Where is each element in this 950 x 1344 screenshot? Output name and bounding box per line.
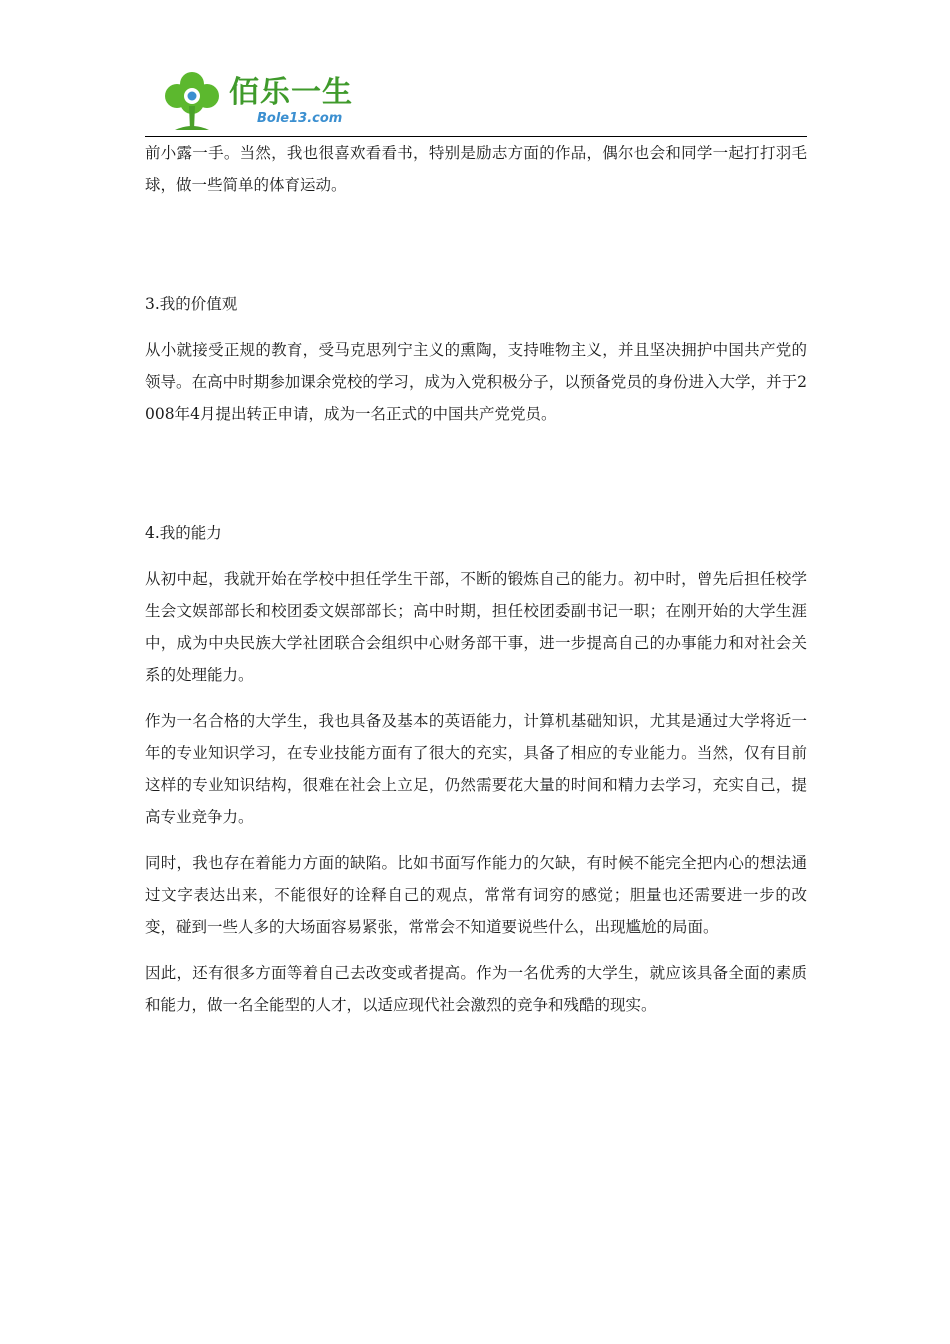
paragraph-values: 从小就接受正规的教育，受马克思列宁主义的熏陶，支持唯物主义，并且坚决拥护中国共产党的领导。在高中时期参加课余党校的学习，成为入党积极分子，以预备党员的身份进入大学，并于2008年4月提出转正申请，成为一名正式的中国共产党党员。 — [145, 341, 807, 423]
tree-logo-icon — [161, 68, 223, 134]
site-logo[interactable] — [161, 68, 351, 134]
document-body — [145, 137, 807, 1021]
paragraph-abilities-skills: 作为一名合格的大学生，我也具备及基本的英语能力，计算机基础知识，尤其是通过大学将近一年的专业知识学习，在专业技能方面有了很大的充实，具备了相应的专业能力。当然，仅有目前这样的专业知识结构，很难在社会上立足，仍然需要花大量的时间和精力去学习，充实自己，提高专业竞争力。 — [145, 712, 807, 826]
page-header — [145, 62, 807, 136]
section-heading-values: 3.我的价值观 — [145, 295, 238, 313]
paragraph-hobbies-continued: 前小露一手。当然，我也很喜欢看看书，特别是励志方面的作品，偶尔也会和同学一起打打羽毛球，做一些简单的体育运动。 — [145, 144, 807, 194]
paragraph-abilities-weaknesses: 同时，我也存在着能力方面的缺陷。比如书面写作能力的欠缺，有时候不能完全把内心的想法通过文字表达出来，不能很好的诠释自己的观点，常常有词穷的感觉；胆量也还需要进一步的改变，碰到一些人多的大场面容易紧张，常常会不知道要说些什么，出现尴尬的局面。 — [145, 854, 807, 936]
paragraph-conclusion: 因此，还有很多方面等着自己去改变或者提高。作为一名优秀的大学生，就应该具备全面的素质和能力，做一名全能型的人才，以适应现代社会激烈的竞争和残酷的现实。 — [145, 964, 807, 1014]
logo-title: 佰乐一生 — [229, 75, 353, 110]
paragraph-abilities-leadership: 从初中起，我就开始在学校中担任学生干部，不断的锻炼自己的能力。初中时，曾先后担任校学生会文娱部部长和校团委文娱部部长；高中时期，担任校团委副书记一职；在刚开始的大学生涯中，成为中央民族大学社团联合会组织中心财务部干事，进一步提高自己的办事能力和对社会关系的处理能力。 — [145, 570, 807, 684]
section-heading-abilities: 4.我的能力 — [145, 524, 222, 542]
logo-subtitle: Bole13.com — [257, 111, 343, 126]
